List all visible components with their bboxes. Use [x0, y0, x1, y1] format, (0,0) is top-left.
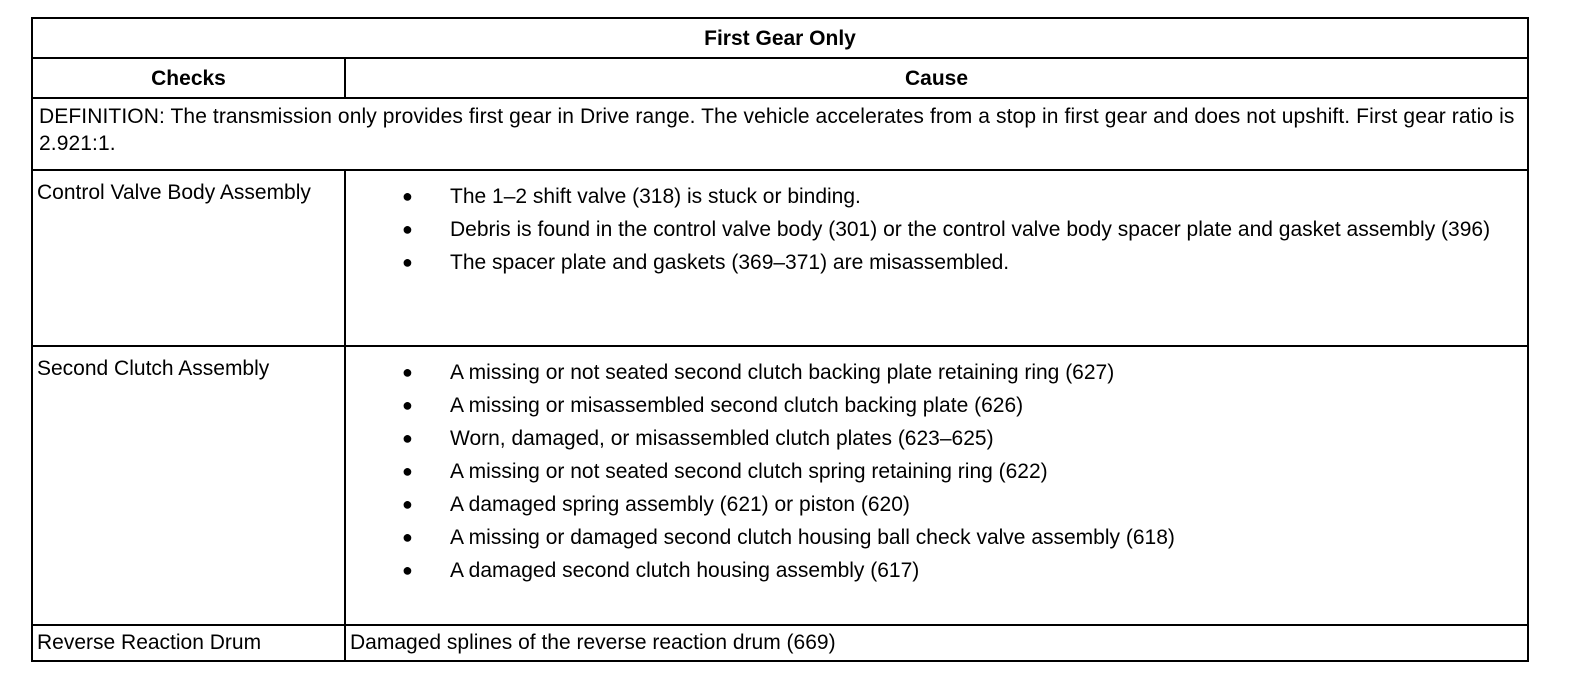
cause-item: ● A missing or not seated second clutch spring retaining ring (622): [402, 460, 1048, 483]
table-row-control-valve-body: [32, 170, 1528, 346]
cause-item: ● The 1–2 shift valve (318) is stuck or binding.: [402, 185, 861, 208]
cause-item: ● Debris is found in the control valve body (301) or the control valve body spacer plate and gasket assembly (396): [402, 218, 1491, 241]
bullet-icon: ●: [402, 395, 413, 415]
cause-list: [346, 347, 1527, 584]
column-header-checks: Checks: [32, 58, 345, 98]
table-row-reverse-reaction-drum: [32, 625, 1528, 661]
bullet-icon: ●: [402, 186, 413, 206]
cause-item: ● A missing or not seated second clutch backing plate retaining ring (627): [402, 361, 1115, 384]
check-label: Reverse Reaction Drum: [32, 625, 345, 661]
table-row-second-clutch: [32, 346, 1528, 625]
cause-cell: [345, 346, 1528, 625]
first-gear-diagnosis-table: [31, 17, 1529, 662]
definition-text: DEFINITION: The transmission only provides first gear in Drive range. The vehicle accelerates from a stop in first gear and does not upshift. First gear ratio is 2.921:1.: [32, 98, 1528, 170]
bullet-icon: ●: [402, 252, 413, 272]
bullet-icon: ●: [402, 219, 413, 239]
table-title: First Gear Only: [32, 18, 1528, 58]
bullet-icon: ●: [402, 527, 413, 547]
cause-item: ● Worn, damaged, or misassembled clutch plates (623–625): [402, 427, 994, 450]
cause-item: ● A damaged second clutch housing assembly (617): [402, 559, 920, 582]
cause-item: ● The spacer plate and gaskets (369–371) are misassembled.: [402, 251, 1010, 274]
cause-item: ● A missing or damaged second clutch housing ball check valve assembly (618): [402, 526, 1175, 549]
cause-item: ● A missing or misassembled second clutch backing plate (626): [402, 394, 1024, 417]
cause-cell: [345, 170, 1528, 346]
check-label: Second Clutch Assembly: [32, 346, 345, 625]
bullet-icon: ●: [402, 362, 413, 382]
check-label: Control Valve Body Assembly: [32, 170, 345, 346]
column-header-cause: Cause: [345, 58, 1528, 98]
bullet-icon: ●: [402, 428, 413, 448]
bullet-icon: ●: [402, 461, 413, 481]
bullet-icon: ●: [402, 494, 413, 514]
bullet-icon: ●: [402, 560, 413, 580]
cause-item: ● A damaged spring assembly (621) or piston (620): [402, 493, 910, 516]
cause-list: [346, 171, 1527, 276]
cause-cell: Damaged splines of the reverse reaction drum (669): [345, 625, 1528, 661]
